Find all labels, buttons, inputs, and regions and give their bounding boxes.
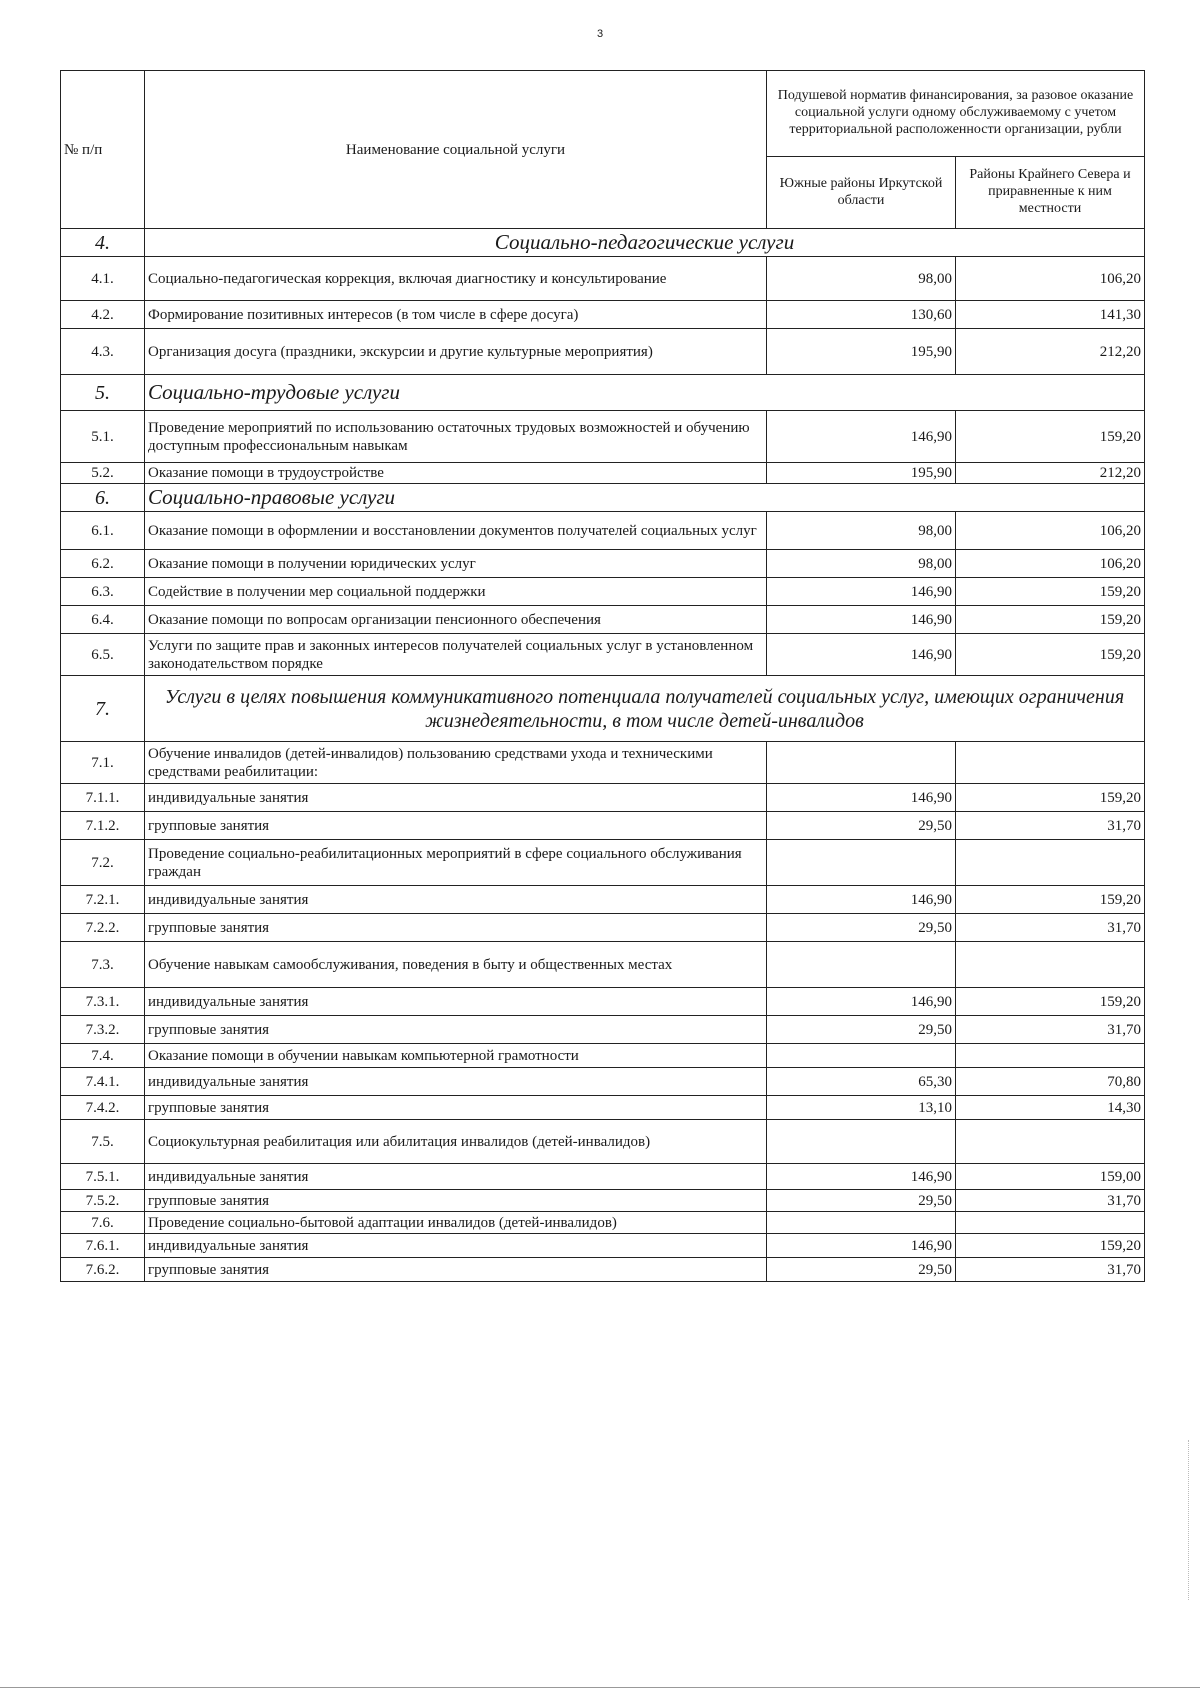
value-north: 212,20 [956,329,1145,375]
value-north: 159,00 [956,1164,1145,1190]
table-body [61,229,1145,1282]
section-title: Социально-правовые услуги [145,484,1145,512]
header-service-name: Наименование социальной услуги [145,71,767,229]
table-row [61,512,1145,550]
value-north: 31,70 [956,1190,1145,1212]
table-row [61,1096,1145,1120]
table-row [61,1258,1145,1282]
value-south: 29,50 [767,1190,956,1212]
value-south [767,1212,956,1234]
service-name: групповые занятия [145,914,767,942]
service-name: групповые занятия [145,1258,767,1282]
row-number: 7.5.2. [61,1190,145,1212]
service-name: Оказание помощи по вопросам организации пенсионного обеспечения [145,606,767,634]
value-south: 29,50 [767,812,956,840]
service-name: Оказание помощи в оформлении и восстановлении документов получателей социальных услуг [145,512,767,550]
table-row [61,1016,1145,1044]
section-row [61,375,1145,411]
row-number: 6.4. [61,606,145,634]
row-number: 6.2. [61,550,145,578]
value-south: 146,90 [767,886,956,914]
value-north: 14,30 [956,1096,1145,1120]
row-number: 6.1. [61,512,145,550]
value-south: 195,90 [767,463,956,484]
row-number: 7.3.2. [61,1016,145,1044]
value-north: 31,70 [956,812,1145,840]
row-number: 6.3. [61,578,145,606]
value-south: 29,50 [767,1016,956,1044]
service-name: Организация досуга (праздники, экскурсии и другие культурные мероприятия) [145,329,767,375]
header-funding-norm: Подушевой норматив финансирования, за разовое оказание социальной услуги одному обслуживаемому с учетом территориальной расположенности организации, рубли [767,71,1145,157]
table-row [61,988,1145,1016]
value-north: 106,20 [956,257,1145,301]
section-number: 6. [61,484,145,512]
row-number: 7.1.1. [61,784,145,812]
value-north [956,942,1145,988]
value-north: 141,30 [956,301,1145,329]
value-north [956,840,1145,886]
row-number: 7.6.2. [61,1258,145,1282]
section-row [61,676,1145,742]
service-name: индивидуальные занятия [145,1164,767,1190]
page-number: 3 [596,28,604,40]
value-south: 29,50 [767,1258,956,1282]
table-row [61,840,1145,886]
row-number: 4.2. [61,301,145,329]
value-north: 70,80 [956,1068,1145,1096]
service-name: групповые занятия [145,812,767,840]
section-number: 7. [61,676,145,742]
value-south: 65,30 [767,1068,956,1096]
value-north: 159,20 [956,411,1145,463]
service-name: Оказание помощи в получении юридических услуг [145,550,767,578]
table-row [61,329,1145,375]
header-num: № п/п [61,71,145,229]
row-number: 6.5. [61,634,145,676]
table-row [61,634,1145,676]
value-north: 31,70 [956,1258,1145,1282]
row-number: 7.3.1. [61,988,145,1016]
value-south: 146,90 [767,784,956,812]
value-south: 146,90 [767,578,956,606]
table-row [61,1068,1145,1096]
service-name: Содействие в получении мер социальной поддержки [145,578,767,606]
service-name: индивидуальные занятия [145,886,767,914]
table-row [61,1120,1145,1164]
table-row [61,257,1145,301]
table-row [61,1164,1145,1190]
value-north: 159,20 [956,886,1145,914]
value-north: 31,70 [956,1016,1145,1044]
value-south: 146,90 [767,1164,956,1190]
row-number: 4.3. [61,329,145,375]
table-row [61,742,1145,784]
row-number: 5.2. [61,463,145,484]
value-north: 159,20 [956,1234,1145,1258]
service-name: индивидуальные занятия [145,784,767,812]
value-north [956,742,1145,784]
value-north: 159,20 [956,606,1145,634]
value-south: 195,90 [767,329,956,375]
service-name: индивидуальные занятия [145,1068,767,1096]
value-south: 29,50 [767,914,956,942]
section-row [61,484,1145,512]
service-name: Обучение навыкам самообслуживания, поведения в быту и общественных местах [145,942,767,988]
value-north: 159,20 [956,988,1145,1016]
value-south: 98,00 [767,512,956,550]
service-name: индивидуальные занятия [145,1234,767,1258]
service-name: Услуги по защите прав и законных интересов получателей социальных услуг в установленном законодательством порядке [145,634,767,676]
section-number: 4. [61,229,145,257]
section-title: Услуги в целях повышения коммуникативного потенциала получателей социальных услуг, имеющих ограничения жизнедеятельности, в том числе детей-инвалидов [145,676,1145,742]
value-north: 159,20 [956,784,1145,812]
table-row [61,784,1145,812]
row-number: 7.4.1. [61,1068,145,1096]
section-title: Социально-трудовые услуги [145,375,1145,411]
header-north-regions: Районы Крайнего Севера и приравненные к ним местности [956,157,1145,229]
service-name: Формирование позитивных интересов (в том числе в сфере досуга) [145,301,767,329]
service-name: Оказание помощи в обучении навыкам компьютерной грамотности [145,1044,767,1068]
table-row [61,812,1145,840]
table-row [61,606,1145,634]
section-number: 5. [61,375,145,411]
row-number: 7.1. [61,742,145,784]
table-row [61,463,1145,484]
table-row [61,886,1145,914]
row-number: 7.6. [61,1212,145,1234]
service-name: групповые занятия [145,1016,767,1044]
service-name: Социокультурная реабилитация или абилитация инвалидов (детей-инвалидов) [145,1120,767,1164]
value-south: 146,90 [767,1234,956,1258]
table-row [61,411,1145,463]
table-row [61,1234,1145,1258]
value-north [956,1120,1145,1164]
value-north [956,1212,1145,1234]
value-south: 146,90 [767,634,956,676]
value-south: 146,90 [767,606,956,634]
value-north [956,1044,1145,1068]
value-south: 13,10 [767,1096,956,1120]
row-number: 7.4.2. [61,1096,145,1120]
table-row [61,914,1145,942]
row-number: 7.6.1. [61,1234,145,1258]
value-north: 212,20 [956,463,1145,484]
row-number: 7.3. [61,942,145,988]
value-north: 31,70 [956,914,1145,942]
service-name: Проведение социально-бытовой адаптации инвалидов (детей-инвалидов) [145,1212,767,1234]
section-row [61,229,1145,257]
row-number: 7.5. [61,1120,145,1164]
tariff-table [60,70,1145,1282]
service-name: Обучение инвалидов (детей-инвалидов) пользованию средствами ухода и техническими средствами реабилитации: [145,742,767,784]
value-north: 106,20 [956,512,1145,550]
table-row [61,301,1145,329]
section-title: Социально-педагогические услуги [145,229,1145,257]
service-name: групповые занятия [145,1190,767,1212]
service-name: Оказание помощи в трудоустройстве [145,463,767,484]
service-name: Проведение мероприятий по использованию остаточных трудовых возможностей и обучению доступным профессиональным навыкам [145,411,767,463]
value-south [767,942,956,988]
table-row [61,942,1145,988]
header-south-regions: Южные районы Иркутской области [767,157,956,229]
row-number: 7.2.1. [61,886,145,914]
service-name: Социально-педагогическая коррекция, включая диагностику и консультирование [145,257,767,301]
row-number: 7.5.1. [61,1164,145,1190]
row-number: 7.2. [61,840,145,886]
value-south: 98,00 [767,257,956,301]
row-number: 7.2.2. [61,914,145,942]
row-number: 4.1. [61,257,145,301]
table-row [61,578,1145,606]
value-south [767,1044,956,1068]
value-south [767,742,956,784]
row-number: 5.1. [61,411,145,463]
value-south [767,1120,956,1164]
row-number: 7.4. [61,1044,145,1068]
table-row [61,1190,1145,1212]
service-name: групповые занятия [145,1096,767,1120]
value-north: 159,20 [956,634,1145,676]
table-row [61,1212,1145,1234]
table-row [61,1044,1145,1068]
value-north: 106,20 [956,550,1145,578]
value-south: 98,00 [767,550,956,578]
value-north: 159,20 [956,578,1145,606]
table-header [61,71,1145,229]
value-south: 130,60 [767,301,956,329]
value-south: 146,90 [767,988,956,1016]
service-name: Проведение социально-реабилитационных мероприятий в сфере социального обслуживания граждан [145,840,767,886]
scan-artifact [1188,1440,1190,1600]
value-south [767,840,956,886]
value-south: 146,90 [767,411,956,463]
scan-bottom-edge [0,1687,1200,1688]
row-number: 7.1.2. [61,812,145,840]
service-name: индивидуальные занятия [145,988,767,1016]
table-row [61,550,1145,578]
